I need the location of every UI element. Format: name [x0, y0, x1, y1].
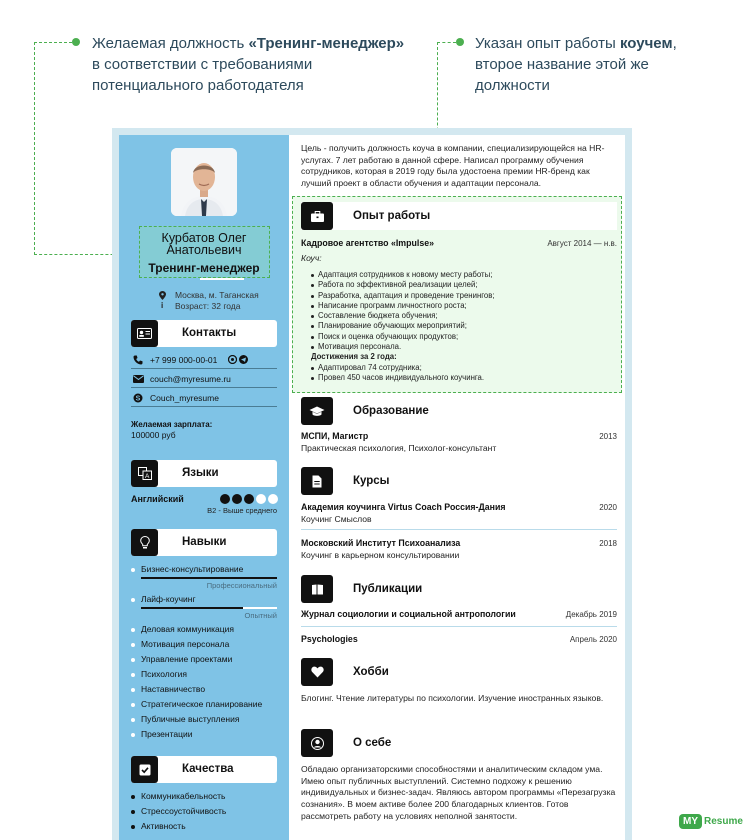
duty-item: Планирование обучающих мероприятий;: [301, 321, 611, 331]
education-year: 2013: [599, 432, 617, 441]
duty-item: Поиск и оценка обучающих продуктов;: [301, 332, 611, 342]
translate-icon: [131, 460, 158, 487]
publication-title: Журнал социологии и социальной антропологии: [301, 609, 516, 619]
language-name: Английский: [131, 494, 184, 504]
course-year: 2020: [599, 503, 617, 512]
education-specialty: Практическая психология, Психолог-консультант: [301, 443, 497, 453]
section-title: Опыт работы: [353, 210, 431, 222]
duty-item: Написание программ личностного роста;: [301, 301, 611, 311]
skill-item: Бизнес-консультирование: [131, 564, 243, 574]
info-icon: i: [161, 301, 164, 310]
annotation-connector: [34, 42, 72, 43]
telegram-icon[interactable]: [239, 355, 248, 366]
skill-item: Лайф-коучинг: [131, 594, 196, 604]
annotation-right: Указан опыт работы коучем, второе название этой же должности: [475, 35, 677, 94]
heart-icon: [301, 658, 333, 686]
salary-label: Желаемая зарплата:: [131, 420, 213, 429]
about-text: Обладаю организаторскими способностями и аналитическим складом ума. Имею опыт публичных выступлений. Системно подхожу к решению индивидуальных и бизнес-задач. Являюсь автором программы «Перезагрузка сознания». В моем активе более 200 благодарных клиентов. Готов рассмотреть работу на условиях неполной занятости.: [301, 764, 616, 821]
skill-level-fill: [141, 607, 243, 609]
user-icon: [301, 729, 333, 757]
section-education: [301, 397, 617, 425]
salary-value: 100000 руб: [131, 430, 176, 440]
title-underline: [200, 278, 244, 280]
duty-item: Мотивация персонала.: [301, 342, 611, 352]
duties-list: [301, 270, 611, 383]
duty-item: Составление бюджета обучения;: [301, 311, 611, 321]
language-level-dot: [232, 494, 242, 504]
profile-location: Москва, м. Таганская: [175, 290, 259, 300]
profile-title: Тренинг-менеджер: [148, 261, 260, 275]
skill-level-bar: [141, 577, 277, 579]
annotation-dot-right: [456, 38, 464, 46]
quality-item: Активность: [131, 821, 186, 831]
section-title: Контакты: [182, 327, 237, 339]
quality-item: Стрессоустойчивость: [131, 806, 226, 816]
annotation-dot-left: [72, 38, 80, 46]
contact-email[interactable]: [131, 371, 277, 388]
section-title: Курсы: [353, 475, 390, 487]
whatsapp-icon[interactable]: [228, 355, 237, 366]
language-level-dot: [244, 494, 254, 504]
graduation-cap-icon: [301, 397, 333, 425]
mail-icon: [133, 374, 143, 384]
section-title: Хобби: [353, 666, 389, 678]
annotation-left: Желаемая должность «Тренинг-менеджер» в соответствии с требованиями потенциального работодателя: [92, 35, 405, 94]
section-title: Языки: [182, 467, 219, 479]
language-level-text: B2 - Выше среднего: [207, 506, 277, 515]
contact-skype[interactable]: [131, 390, 277, 407]
company-name: Кадровое агентство «Impulse»: [301, 238, 434, 248]
phone-number: +7 999 000-00-01: [150, 355, 218, 365]
divider: [301, 626, 617, 627]
section-title: Качества: [182, 763, 234, 775]
section-contacts: [131, 320, 277, 347]
section-skills: [131, 529, 277, 556]
achievement-item: Адаптировал 74 сотрудника;: [301, 363, 611, 373]
skill-item: Мотивация персонала: [131, 639, 229, 649]
skill-level-fill: [141, 577, 277, 579]
skill-item: Публичные выступления: [131, 714, 239, 724]
section-courses: [301, 467, 617, 495]
section-title: О себе: [353, 737, 392, 749]
resume-main: [289, 135, 625, 840]
section-qualities: [131, 756, 277, 783]
quality-item: Коммуникабельность: [131, 791, 225, 801]
phone-icon: [133, 355, 143, 365]
language-level-dot: [220, 494, 230, 504]
contact-card-icon: [131, 320, 158, 347]
section-about: [301, 729, 617, 757]
divider: [301, 529, 617, 530]
section-publications: [301, 575, 617, 603]
skill-item: Наставничество: [131, 684, 205, 694]
hobby-text: Блогинг. Чтение литературы по психологии. Изучение иностранных языков.: [301, 693, 604, 703]
section-languages: [131, 460, 277, 487]
section-experience: [301, 202, 617, 230]
duty-item: Работа по эффективной реализации целей;: [301, 280, 611, 290]
language-level-dot: [268, 494, 278, 504]
section-hobby: [301, 658, 617, 686]
career-objective: Цель - получить должность коуча в компании, специализирующейся на HR-услугах. 7 лет работаю в данной сфере. Написал программу обучения сотрудников, которая в 2019 году была удостоена премии HR-бренд как лучший проект в области обучения и адаптации персонала.: [301, 143, 605, 188]
job-role: Коуч:: [301, 253, 322, 263]
svg-text:A: A: [144, 473, 149, 480]
achievement-item: Провел 450 часов индивидуального коучинга.: [301, 373, 611, 383]
resume-sidebar: [119, 135, 289, 840]
publication-title: Psychologies: [301, 634, 358, 644]
language-level-dots: [220, 494, 278, 504]
skill-level-text: Опытный: [244, 611, 277, 620]
myresume-logo: MY Resume: [679, 812, 743, 830]
skill-item: Презентации: [131, 729, 193, 739]
skill-level-text: Профессиональный: [206, 581, 277, 590]
email-address: couch@myresume.ru: [150, 374, 231, 384]
profile-photo: [171, 148, 237, 216]
skill-item: Психология: [131, 669, 187, 679]
language-level-dot: [256, 494, 266, 504]
contact-phone[interactable]: [131, 352, 277, 369]
lightbulb-icon: [131, 529, 158, 556]
annotation-connector: [34, 42, 35, 255]
skill-item: Стратегическое планирование: [131, 699, 262, 709]
skype-icon: [133, 393, 143, 403]
course-desc: Коучинг Смыслов: [301, 514, 372, 524]
skype-handle: Couch_myresume: [150, 393, 219, 403]
job-period: Август 2014 — н.в.: [547, 239, 617, 248]
document-icon: [301, 467, 333, 495]
annotation-connector: [437, 42, 456, 43]
book-icon: [301, 575, 333, 603]
skill-level-bar: [141, 607, 277, 609]
section-title: Образование: [353, 405, 429, 417]
section-title: Публикации: [353, 583, 423, 595]
publication-date: Декабрь 2019: [565, 610, 617, 619]
course-title: Академия коучинга Virtus Coach Россия-Дания: [301, 502, 506, 512]
profile-name: Курбатов Олег Анатольевич: [161, 231, 247, 257]
profile-age: Возраст: 32 года: [175, 301, 241, 311]
course-desc: Коучинг в карьерном консультировании: [301, 550, 460, 560]
course-title: Московский Институт Психоанализа: [301, 538, 461, 548]
skill-item: Деловая коммуникация: [131, 624, 234, 634]
course-year: 2018: [599, 539, 617, 548]
svg-text:S: S: [135, 395, 141, 403]
briefcase-icon: [301, 202, 333, 230]
duty-item: Разработка, адаптация и проведение тренингов;: [301, 291, 611, 301]
achievements-heading: Достижения за 2 года:: [311, 352, 397, 362]
checkbox-icon: [131, 756, 158, 783]
education-school: МСПИ, Магистр: [301, 431, 369, 441]
section-title: Навыки: [182, 536, 227, 548]
skill-item: Управление проектами: [131, 654, 232, 664]
duty-item: Адаптация сотрудников к новому месту работы;: [301, 270, 611, 280]
publication-date: Апрель 2020: [569, 635, 617, 644]
